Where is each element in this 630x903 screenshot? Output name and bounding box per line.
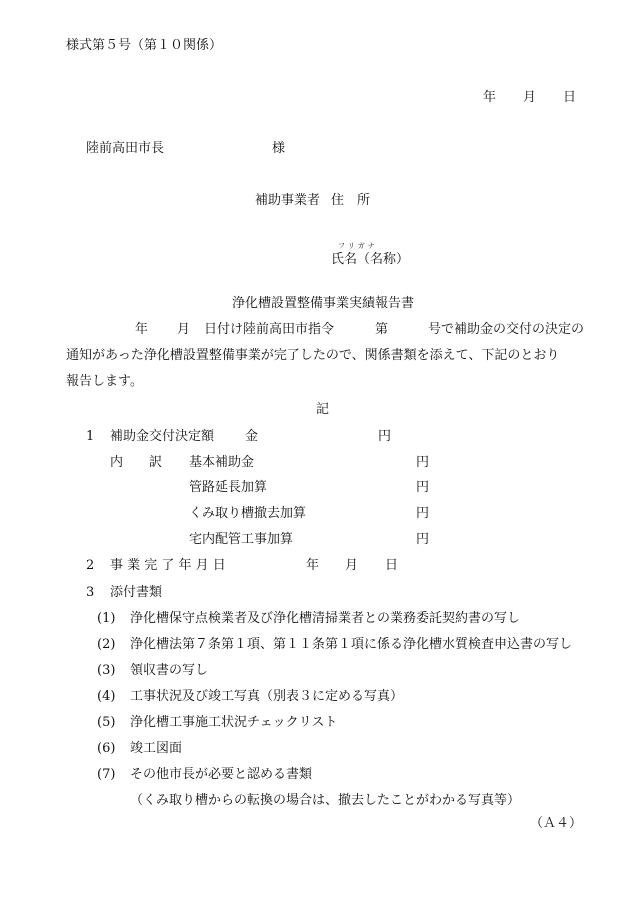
- attachment-number: (5): [97, 715, 116, 730]
- attachment-number: (6): [97, 741, 116, 756]
- section1-kin: 金: [245, 429, 259, 444]
- section3-number: 3: [86, 585, 95, 600]
- breakdown-item-label: くみ取り槽撤去加算: [189, 506, 307, 521]
- body-number-prefix: 第: [375, 322, 389, 337]
- document-title: 浄化槽設置整備事業実績報告書: [232, 296, 415, 311]
- body-date-ref: 日付け陸前高田市指令: [204, 322, 335, 337]
- breakdown-item-label: 基本補助金: [189, 455, 255, 470]
- form-number: 様式第５号（第１０関係）: [66, 38, 223, 53]
- date-year-label: 年: [483, 90, 497, 105]
- breakdown-item-label: 管路延長加算: [189, 480, 268, 495]
- breakdown-label: 内 訳: [110, 455, 163, 470]
- section3-label: 添付書類: [110, 585, 163, 600]
- date-day-label: 日: [563, 90, 577, 105]
- body-month: 月: [177, 322, 191, 337]
- attachment-text: その他市長が必要と認める書類: [130, 767, 313, 782]
- ki-heading: 記: [316, 402, 330, 417]
- breakdown-item-yen: 円: [416, 480, 430, 495]
- breakdown-item-yen: 円: [416, 532, 430, 547]
- attachment-number: (1): [97, 611, 116, 626]
- body-line1-rest: 号で補助金の交付の決定の: [428, 322, 585, 337]
- section2-label: 事 業 完 了 年 月 日: [110, 558, 226, 573]
- section2-month: 月: [345, 558, 359, 573]
- attachment-number: (4): [97, 689, 116, 704]
- attachment-note: （くみ取り槽からの転換の場合は、撤去したことがわかる写真等）: [130, 793, 521, 808]
- date-month-label: 月: [523, 90, 537, 105]
- section2-number: 2: [86, 558, 95, 573]
- applicant-name-label: 氏名（名称）: [331, 252, 410, 267]
- applicant-role: 補助事業者: [255, 193, 321, 208]
- breakdown-item-yen: 円: [416, 506, 430, 521]
- section2-year: 年: [306, 558, 320, 573]
- applicant-furigana: フリガナ: [338, 242, 378, 250]
- paper-size: （Ａ４）: [530, 816, 583, 831]
- attachment-number: (3): [97, 663, 116, 678]
- attachment-text: 浄化槽工事施工状況チェックリスト: [130, 715, 338, 730]
- attachment-text: 浄化槽法第７条第１項、第１１条第１項に係る浄化槽水質検査申込書の写し: [130, 637, 573, 652]
- body-line2: 通知があった浄化槽設置整備事業が完了したので、関係書類を添えて、下記のとおり: [66, 348, 560, 363]
- attachment-text: 工事状況及び竣工写真（別表３に定める写真）: [130, 689, 404, 704]
- applicant-address-label: 住 所: [331, 193, 371, 208]
- body-line3: 報告します。: [66, 374, 143, 389]
- attachment-text: 浄化槽保守点検業者及び浄化槽清掃業者との業務委託契約書の写し: [130, 611, 521, 626]
- body-year: 年: [135, 322, 149, 337]
- attachment-number: (7): [97, 767, 116, 782]
- attachment-number: (2): [97, 637, 116, 652]
- attachment-text: 竣工図面: [130, 741, 183, 756]
- section1-yen: 円: [378, 429, 392, 444]
- addressee-honorific: 様: [272, 141, 286, 156]
- addressee-mayor: 陸前高田市長: [86, 141, 165, 156]
- breakdown-item-yen: 円: [416, 455, 430, 470]
- section1-number: 1: [86, 429, 95, 444]
- attachment-text: 領収書の写し: [130, 663, 209, 678]
- breakdown-item-label: 宅内配管工事加算: [189, 532, 294, 547]
- section2-day: 日: [385, 558, 399, 573]
- section1-label: 補助金交付決定額: [110, 429, 215, 444]
